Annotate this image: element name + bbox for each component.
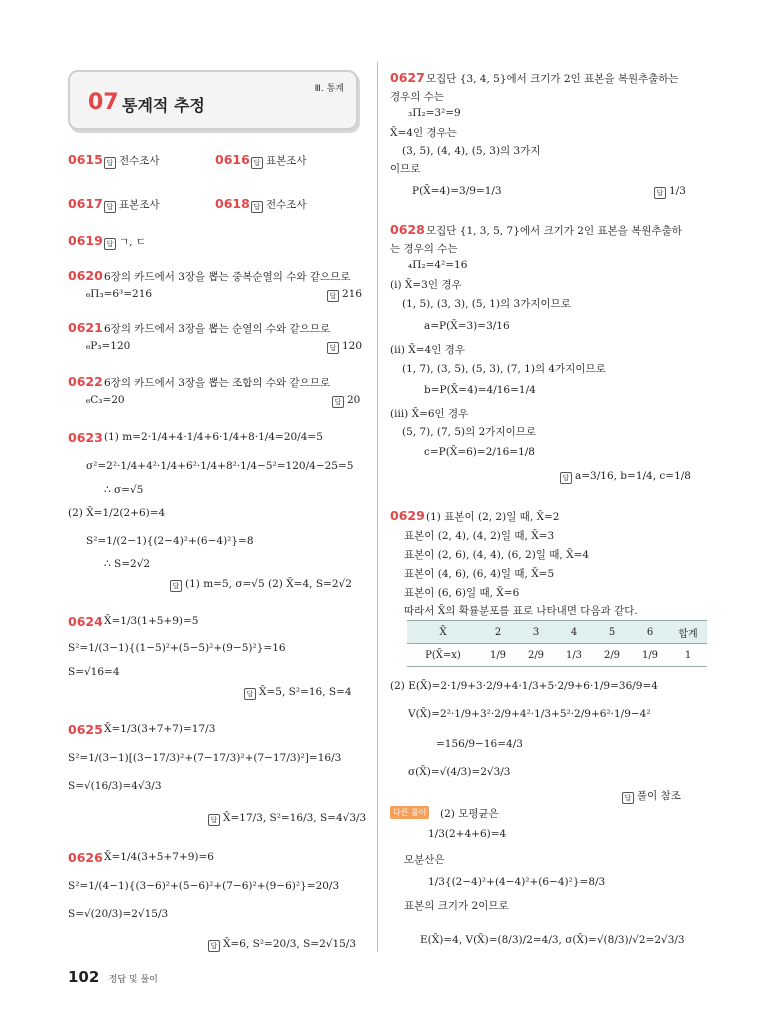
solution-line: ₆C₃=20 [86, 394, 125, 406]
column-divider [377, 62, 378, 952]
table-cell: X̄ [407, 621, 479, 644]
solution-line: ₆P₃=120 [86, 340, 131, 352]
solution-line: 1/3{(2−4)²+(4−4)²+(6−4)²}=8/3 [428, 876, 606, 888]
solution-line: σ(X̄)=√(4/3)=2√3/3 [408, 766, 511, 778]
answer-icon: 답 [327, 342, 339, 354]
table-cell: 5 [593, 621, 631, 644]
solution-line: ∴ σ=√5 [104, 484, 144, 496]
solution-line: 표본이 (6, 6)일 때, X̄=6 [404, 587, 520, 599]
table-cell: 합계 [669, 621, 707, 644]
table-cell: P(X̄=x) [407, 644, 479, 667]
problem-number: 0624 [68, 614, 103, 629]
solution-line: 표본의 크기가 2이므로 [404, 900, 509, 912]
solution-line: (1, 7), (3, 5), (5, 3), (7, 1)의 4가지이므로 [402, 363, 606, 375]
answer: 답 X̄=17/3, S²=16/3, S=4√3/3 [208, 812, 366, 826]
answer: 답 20 [332, 394, 360, 408]
solution-line: X̄=4인 경우는 [390, 127, 457, 139]
solution-line: (1, 5), (3, 3), (5, 1)의 3가지이므로 [402, 298, 571, 310]
problem-number: 0629 [390, 508, 425, 523]
problem-number: 0618 [215, 196, 250, 211]
solution-line: S²=1/(4−1){(3−6)²+(5−6)²+(7−6)²+(9−6)²}=20/3 [68, 880, 340, 892]
answer-icon: 답 [104, 201, 116, 213]
solution-line: 6장의 카드에서 3장을 뽑는 순열의 수와 같으므로 [104, 323, 331, 335]
answer-icon: 답 [104, 157, 116, 169]
answer-icon: 답 [251, 201, 263, 213]
table-cell: 2/9 [517, 644, 555, 667]
solution-line: S²=1/(2−1){(2−4)²+(6−4)²}=8 [86, 535, 254, 547]
solution-line: (5, 7), (7, 5)의 2가지이므로 [402, 426, 537, 438]
problem-number: 0622 [68, 374, 103, 389]
section-tag: Ⅲ. 통계 [314, 84, 344, 94]
solution-line: c=P(X̄=6)=2/16=1/8 [424, 446, 535, 458]
answer-icon: 답 [622, 792, 634, 804]
answer-icon: 답 [170, 580, 182, 592]
table-row [407, 644, 707, 667]
answer: 답 전수조사 [104, 153, 160, 169]
chapter-number: 07 [88, 90, 119, 115]
solution-line: 1/3(2+4+6)=4 [428, 828, 507, 840]
problem-number: 0625 [68, 722, 103, 737]
problem-number: 0617 [68, 196, 103, 211]
table-cell: 1/9 [479, 644, 517, 667]
problem-number: 0627 [390, 70, 425, 85]
table-cell: 1 [669, 644, 707, 667]
page-number: 102 [68, 968, 100, 986]
answer: 답 216 [327, 288, 362, 302]
solution-line: (ⅰ) X̄=3인 경우 [390, 279, 462, 291]
table-cell: 1/9 [631, 644, 669, 667]
solution-line: 표본이 (2, 6), (4, 4), (6, 2)일 때, X̄=4 [404, 549, 590, 561]
problem-number: 0621 [68, 320, 103, 335]
footer-label: 정답 및 풀이 [108, 975, 158, 985]
answer: 답 1/3 [654, 185, 686, 199]
solution-line: X̄=1/4(3+5+7+9)=6 [104, 851, 214, 863]
answer: 답 X̄=5, S²=16, S=4 [244, 686, 352, 700]
table-cell: 2 [479, 621, 517, 644]
problem-number: 0615 [68, 152, 103, 167]
table-cell: 4 [555, 621, 593, 644]
solution-line: 모집단 {1, 3, 5, 7}에서 크기가 2인 표본을 복원추출하 [426, 225, 682, 237]
solution-line: (1) m=2·1/4+4·1/4+6·1/4+8·1/4=20/4=5 [104, 431, 323, 443]
solution-line: V(X̄)=2²·1/9+3²·2/9+4²·1/3+5²·2/9+6²·1/9−4² [408, 708, 651, 720]
solution-line: 경우의 수는 [390, 91, 445, 103]
probability-distribution-table [407, 620, 707, 667]
solution-line: 이므로 [390, 163, 421, 175]
solution-line: (3, 5), (4, 4), (5, 3)의 3가지 [402, 145, 541, 157]
answer: 답 a=3/16, b=1/4, c=1/8 [560, 470, 691, 484]
table-header-row [407, 621, 707, 644]
answer: 답 120 [327, 340, 362, 354]
answer: 답 풀이 참조 [622, 788, 681, 804]
chapter-header [68, 70, 358, 130]
problem-number: 0619 [68, 233, 103, 248]
solution-line: S²=1/(3−1){(1−5)²+(5−5)²+(9−5)²}=16 [68, 642, 286, 654]
problem-number: 0628 [390, 222, 425, 237]
answer-icon: 답 [327, 290, 339, 302]
solution-line: b=P(X̄=4)=4/16=1/4 [424, 384, 536, 396]
answer-icon: 답 [251, 157, 263, 169]
table-cell: 2/9 [593, 644, 631, 667]
solution-line: 표본이 (4, 6), (6, 4)일 때, X̄=5 [404, 568, 555, 580]
solution-line: S=√(20/3)=2√15/3 [68, 908, 169, 920]
answer-icon: 답 [104, 238, 116, 250]
solution-line: (2) E(X̄)=2·1/9+3·2/9+4·1/3+5·2/9+6·1/9=36/9=4 [390, 680, 658, 692]
solution-line: 6장의 카드에서 3장을 뽑는 조합의 수와 같으므로 [104, 377, 331, 389]
solution-line: X̄=1/3(1+5+9)=5 [104, 615, 199, 627]
chapter-title: 통계적 추정 [122, 96, 205, 115]
solution-line: a=P(X̄=3)=3/16 [424, 320, 510, 332]
solution-line: (1) 표본이 (2, 2)일 때, X̄=2 [426, 511, 560, 523]
answer-icon: 답 [208, 814, 220, 826]
answer: 답 (1) m=5, σ=√5 (2) X̄=4, S=2√2 [170, 578, 352, 592]
alt-solution-tag: 다른 풀이 [390, 806, 429, 819]
problem-number: 0616 [215, 152, 250, 167]
problem-number: 0626 [68, 850, 103, 865]
answer: 답 전수조사 [251, 197, 307, 213]
solution-line: S=√(16/3)=4√3/3 [68, 780, 162, 792]
problem-number: 0620 [68, 268, 103, 283]
solution-line: S=√16=4 [68, 666, 120, 678]
answer-icon: 답 [208, 940, 220, 952]
solution-line: 는 경우의 수는 [390, 243, 458, 255]
answer-icon: 답 [654, 187, 666, 199]
solution-line: ∴ S=2√2 [104, 558, 151, 570]
problem-number: 0623 [68, 430, 103, 445]
solution-line: X̄=1/3(3+7+7)=17/3 [104, 723, 216, 735]
solution-line: 따라서 X̄의 확률분포를 표로 나타내면 다음과 같다. [404, 605, 638, 617]
solution-line: S²=1/(3−1)[(3−17/3)²+(7−17/3)²+(7−17/3)²]=16/3 [68, 752, 342, 764]
page-footer [68, 968, 158, 986]
solution-line: ₃Π₂=3²=9 [408, 107, 461, 119]
answer: 답 표본조사 [251, 153, 307, 169]
answer-icon: 답 [560, 472, 572, 484]
solution-line: (ⅱ) X̄=4인 경우 [390, 344, 465, 356]
solution-line: σ²=2²·1/4+4²·1/4+6²·1/4+8²·1/4−5²=120/4−25=5 [86, 460, 354, 472]
solution-line: (ⅲ) X̄=6인 경우 [390, 408, 469, 420]
solution-line: 모분산은 [404, 854, 445, 866]
table-cell: 3 [517, 621, 555, 644]
solution-line: 모집단 {3, 4, 5}에서 크기가 2인 표본을 복원추출하는 [426, 73, 679, 85]
solution-line: ₆Π₃=6³=216 [86, 288, 153, 300]
solution-line: (2) 모평균은 [440, 808, 499, 820]
solution-line: P(X̄=4)=3/9=1/3 [412, 185, 502, 197]
answer: 답 ㄱ, ㄷ [104, 234, 146, 250]
answer: 답 X̄=6, S²=20/3, S=2√15/3 [208, 938, 356, 952]
solution-line: (2) X̄=1/2(2+6)=4 [68, 507, 166, 519]
answer-icon: 답 [244, 688, 256, 700]
solution-line: =156/9−16=4/3 [436, 738, 523, 750]
solution-line: 6장의 카드에서 3장을 뽑는 중복순열의 수와 같으므로 [104, 271, 351, 283]
answer: 답 표본조사 [104, 197, 160, 213]
answer-icon: 답 [332, 396, 344, 408]
table-cell: 6 [631, 621, 669, 644]
solution-line: ₄Π₂=4²=16 [408, 259, 468, 271]
solution-line: 표본이 (2, 4), (4, 2)일 때, X̄=3 [404, 530, 555, 542]
solution-line: E(X̄)=4, V(X̄)=(8/3)/2=4/3, σ(X̄)=√(8/3)/√2=2√3/3 [420, 934, 685, 946]
table-cell: 1/3 [555, 644, 593, 667]
